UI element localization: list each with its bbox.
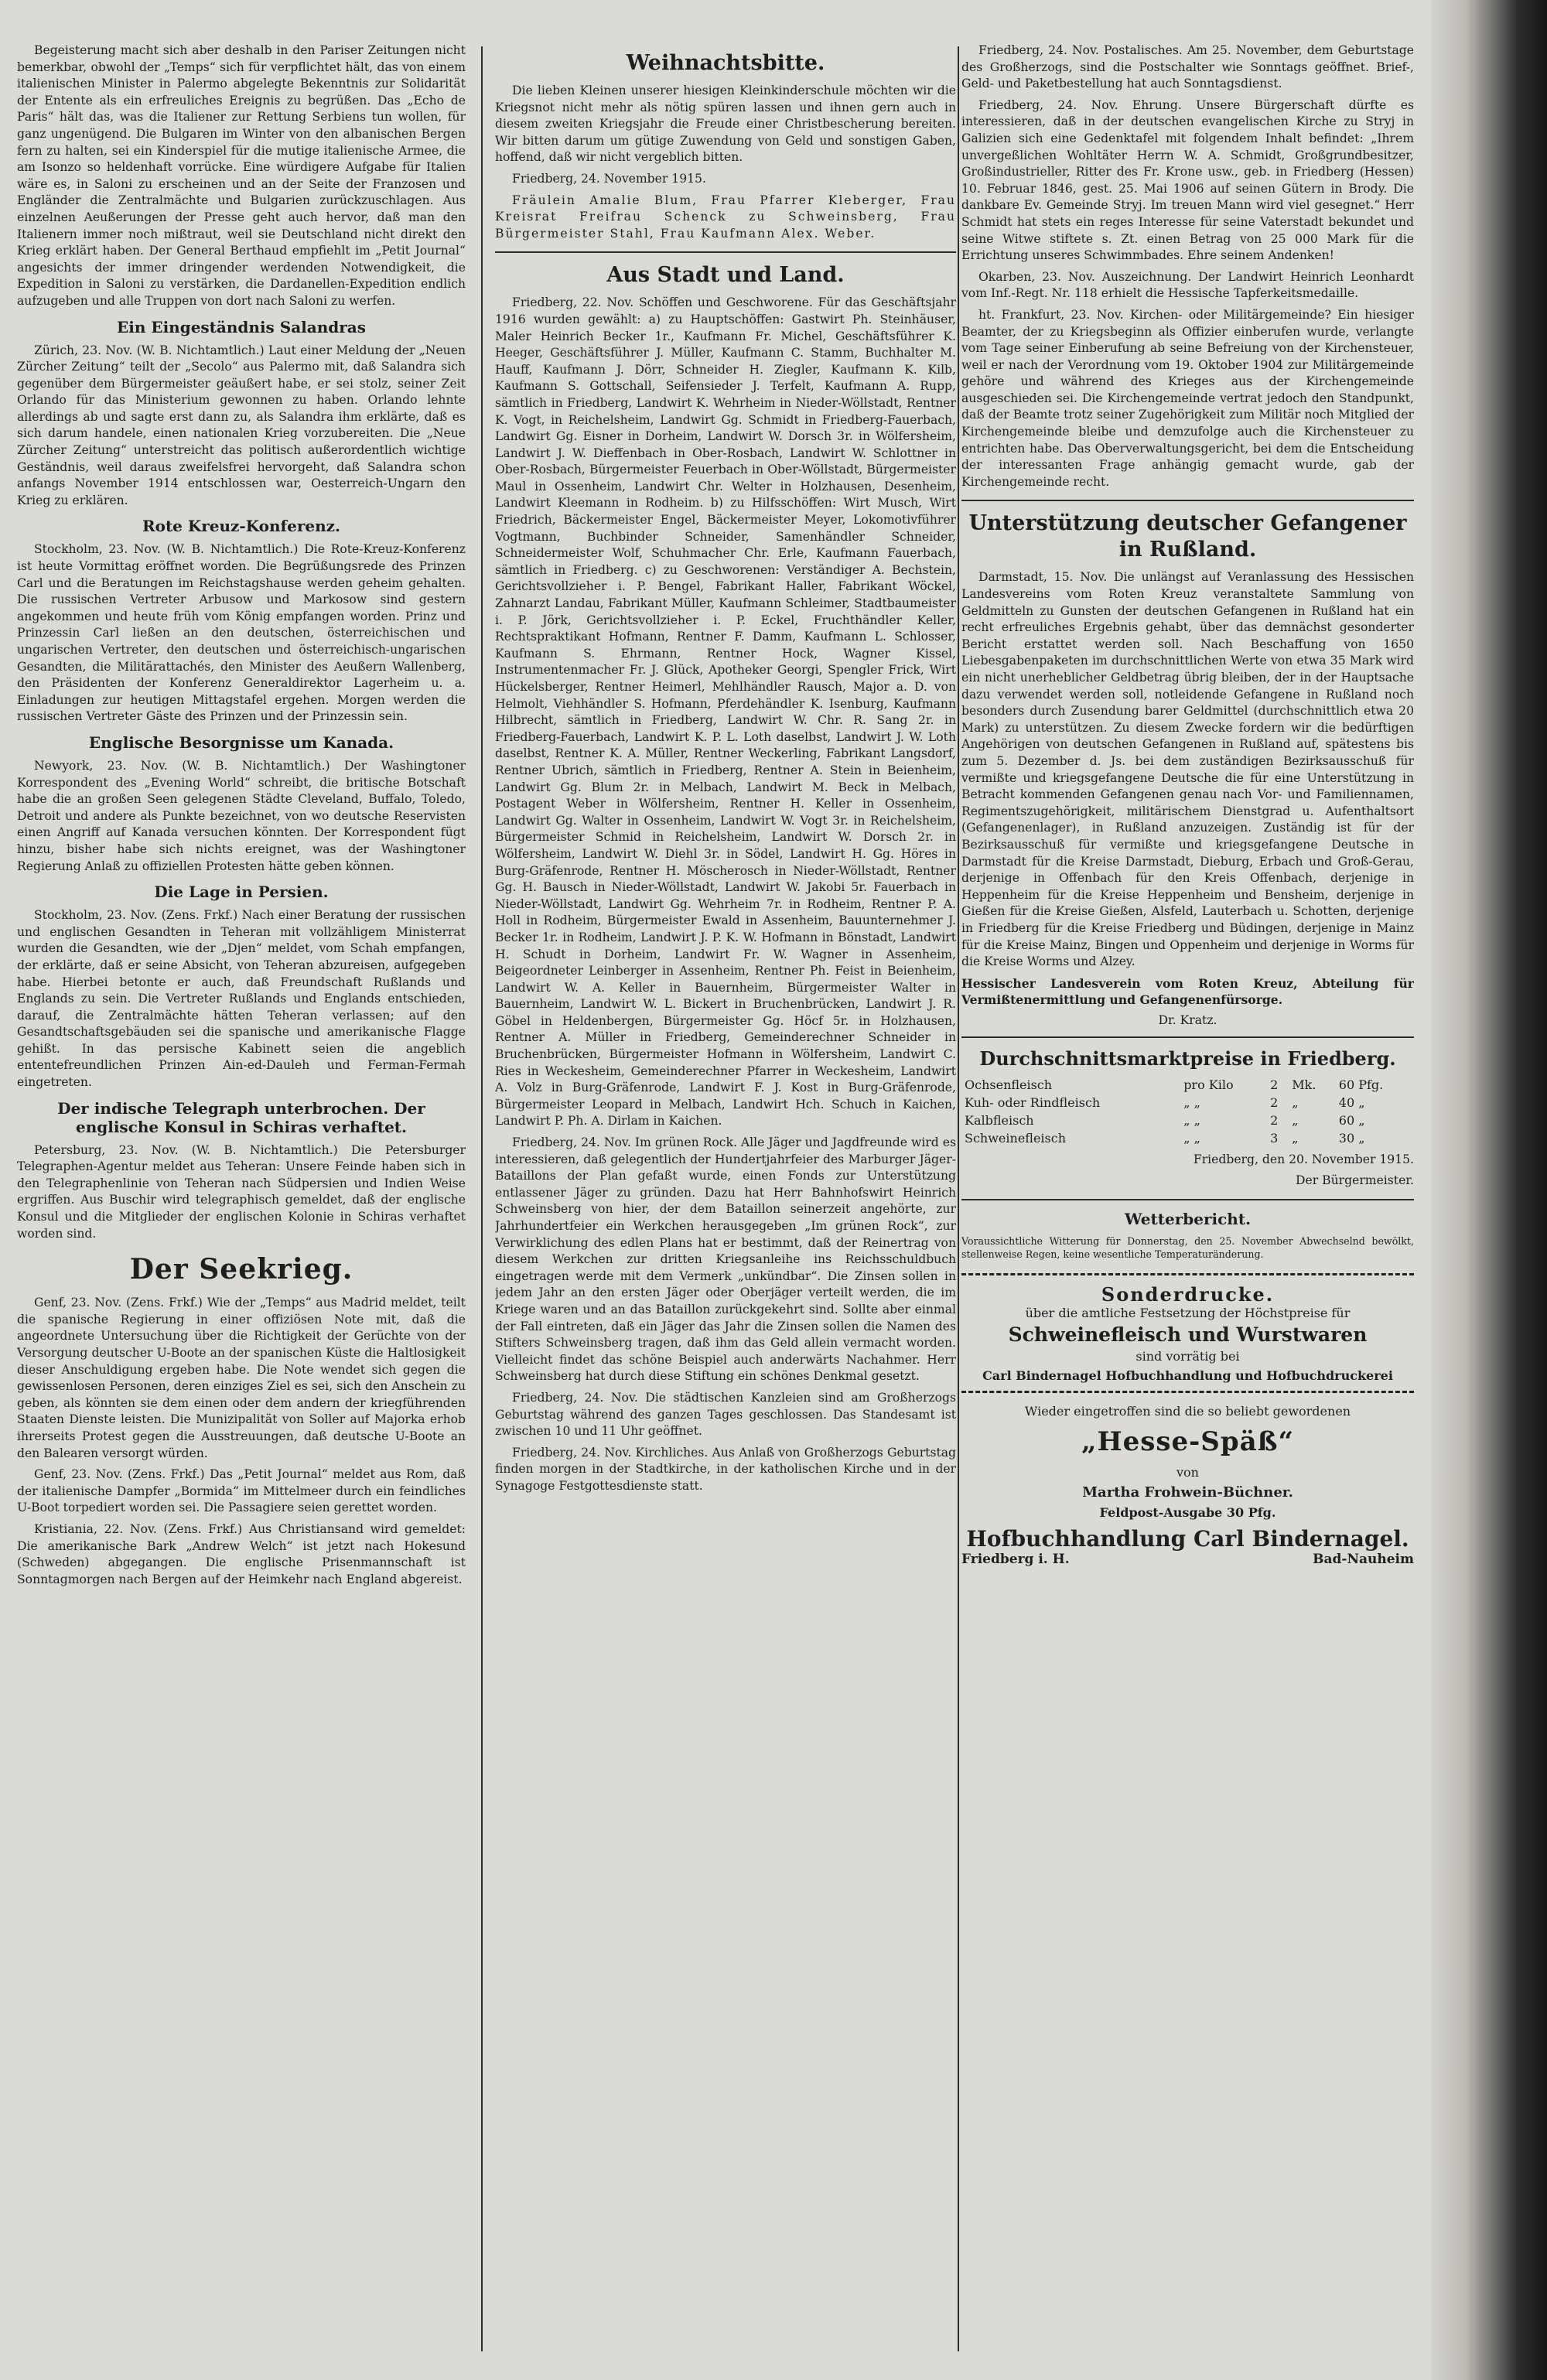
column-2: [495, 43, 956, 2355]
ad-hesse-line1: Wieder eingetroffen sind die so beliebt gewordenen: [1024, 1404, 1351, 1419]
scan-edge: [1431, 0, 1547, 2380]
article-seekrieg-2: Genf, 23. Nov. (Zens. Frkf.) Das „Petit Journal“ meldet aus Rom, daß der italienische Dampfer „Bormida“ im Mittelmeer durch ein feindliches U-Boot torpediert worden sei. Die Passagiere seien gerettet worden.: [17, 1467, 466, 1515]
article-telegraph: Petersburg, 23. Nov. (W. B. Nichtamtlich.) Die Petersburger Telegraphen-Agentur meldet aus Teheran: Unsere Feinde haben sich in den Telegraphenlinie von Teheran nach Südpersien und Indien Weise ergriffen. Aus Buschir wird telegraphisch gemeldet, daß der englische Konsul und die Mitglieder der englischen Kolonie in Schiras verhaftet worden sind.: [17, 1142, 466, 1241]
weihnachtsbitte-date: Friedberg, 24. November 1915.: [512, 171, 706, 186]
ad-hesse-author: Martha Frohwein-Büchner.: [1082, 1484, 1293, 1501]
headline-salandra: Ein Eingeständnis Salandras: [116, 317, 367, 336]
ad-hesse-city-1: Friedberg i. H.: [961, 1552, 1070, 1568]
headline-marktpreise: Durchschnittsmarktpreise in Friedberg.: [979, 1047, 1396, 1070]
ad-hesse-cities: [961, 1552, 1414, 1567]
ad-hesse-spass: [961, 1404, 1414, 1567]
ad-hesse-city-2: Bad-Nauheim: [1313, 1552, 1414, 1568]
divider: [495, 251, 956, 253]
gefangene-signature: Dr. Kratz.: [1158, 1012, 1217, 1027]
divider: [961, 1199, 1414, 1200]
headline-telegraph: Der indische Telegraph unterbrochen. Der englische Konsul in Schiras verhaftet.: [57, 1098, 425, 1136]
price-row: [961, 1094, 1414, 1111]
article-ehrung: Friedberg, 24. Nov. Ehrung. Unsere Bürgerschaft dürfte es interessieren, daß in der deutschen evangelischen Kirche zu Stryj in Galizien sich eine Gedenktafel mit folgendem Inhalt befindet: „Ihrem unvergeßlichen Wohltäter Herrn W. A. Schmidt, Großgrundbesitzer, Großindustrieller, Ritter des Fr. Krone usw., geb. in Friedberg (Hessen) 10. Februar 1846, gest. 25. Mai 1906 auf seinen Gütern in Brody. Die dankbare Ev. Gemeinde Stryj. Im treuen Mann wird viel gesegnet.“ Herr Schmidt hat stets ein reges Interesse für seine Vaterstadt bekundet und seine Witwe stiftete s. Zt. einen Betrag von 25 000 Mark für die Errichtung unseres Schwimmbades. Ehre seinem Andenken!: [961, 97, 1414, 263]
ad-sonderdrucke-line1: über die amtliche Festsetzung der Höchstpreise für: [1025, 1306, 1351, 1321]
article-red-cross: Stockholm, 23. Nov. (W. B. Nichtamtlich.) Die Rote-Kreuz-Konferenz ist heute Vormittag eröffnet worden. Die Begrüßungsrede des Prinzen Carl und die Beratungen im Reichstagshause werden geheim gehalten. Die russischen Vertreter Arbusow und Markosow sind gestern angekommen und heute früh vom König empfangen worden. Prinz und Prinzessin Carl ließen an den deutschen, österreichischen und ungarischen Vertreter, den deutschen und österreichisch-ungarischen Gesandten, die Militärattachés, den Minister des Aeußern Wallenberg, den Präsidenten der Konferenz Generaldirektor Lagerheim u. a. Einladungen zur heutigen Mittagstafel ergehen. Morgen werden die russischen Vertreter Gäste des Prinzen und der Prinzessin sein.: [17, 542, 466, 724]
marktpreise-signature: Der Bürgermeister.: [1296, 1173, 1414, 1188]
headline-red-cross: Rote Kreuz-Konferenz.: [142, 517, 340, 536]
article-militaergemeinde: ht. Frankfurt, 23. Nov. Kirchen- oder Militärgemeinde? Ein hiesiger Beamter, der zu Kriegsbeginn als Offizier einberufen wurde, verlangte vom Tage seiner Einberufung ab seine Befreiung von der Kirchensteuer, weil er nach der Verordnung vom 19. Oktober 1904 zur Militärgemeinde gehöre und während des Krieges aus der Kirchengemeinde ausgeschieden sei. Die Kirchengemeinde vertrat jedoch den Standpunkt, daß der Beamte trotz seiner Zugehörigkeit zum Militär noch Mitglied der Kirchengemeinde bleibe und demzufolge auch die Kirchensteuer zu entrichten habe. Das Oberverwaltungsgericht, bei dem die Entscheidung der interessanten Frage anhängig gemacht wurde, gab der Kirchengemeinde recht.: [961, 307, 1414, 489]
headline-canada: Englische Besorgnisse um Kanada.: [88, 732, 394, 752]
article-wetter: Voraussichtliche Witterung für Donnerstag, den 25. November Abwechselnd bewölkt, stellenweise Regen, keine wesentliche Temperaturänderung.: [961, 1235, 1414, 1261]
article-canada: Newyork, 23. Nov. (W. B. Nichtamtlich.) Der Washingtoner Korrespondent des „Evening World“ schreibt, die britische Botschaft habe die an großen Seen gelegenen Städte Cleveland, Buffalo, Toledo, Detroit und andere als Punkte bezeichnet, von wo deutsche Reservisten einen Angriff auf Kanada versuchen könnten. Der Korrespondent fügt hinzu, bisher habe sich nichts ereignet, was der Washingtoner Regierung Anlaß zu offiziellen Protesten hätte geben können.: [17, 758, 466, 873]
price-cell-cur: „: [1292, 1130, 1299, 1146]
divider: [961, 500, 1414, 501]
price-cell-pf: 60 Pfg.: [1338, 1077, 1384, 1092]
intro-text: Begeisterung macht sich aber deshalb in den Pariser Zeitungen nicht bemerkbar, obwohl der „Temps“ sich für verpflichtet hält, das von einem italienischen Minister in Palermo abgelegte Bekenntnis zur Solidarität der Entente als ein erfreuliches Ereignis zu begrüßen. Das „Echo de Paris“ hält das, was die Italiener zur Rettung Serbiens tun wollen, für ganz ungenügend. Die Bulgaren im Winter von den albanischen Bergen fern zu halten, sei ein Kinderspiel für die mutige italienische Armee, die am Isonzo so heldenhaft vorrücke. Eine würdigere Aufgabe für Italien wäre es, in Saloni zu erscheinen und an der Seite der Franzosen und Engländer die Zentralmächte und Bulgarien zurückzuschlagen. Aus einzelnen Aeußerungen der Presse geht auch hervor, daß man den Italienern immer noch mißtraut, weil sie Deutschland nicht direkt den Krieg erklärt haben. Der General Berthaud empfiehlt im „Petit Journal“ angesichts der immer dringender werdenden Notwendigkeit, die Expedition in Saloni zu verstärken, die Dardanellen-Expedition endlich aufzugeben und alle Truppen von dort nach Saloni zu werfen.: [17, 43, 466, 308]
price-cell-cur: „: [1292, 1094, 1299, 1110]
article-persia: Stockholm, 23. Nov. (Zens. Frkf.) Nach einer Beratung der russischen und englischen Gesandten in Teheran mit vollzähligem Ministerrat wurden die Gesandten, wie der „Djen“ meldet, vom Schah empfangen, der erklärte, daß er seine Absicht, von Teheran abzureisen, aufgegeben habe. Hierbei betonte er auch, daß Freundschaft Rußlands und Englands zu sein. Die Vertreter Rußlands und Englands entschieden, darauf, die Zentralmächte hätten Teheran verlassen; auf den Gesandtschaftsgebäuden sei die spanische und amerikanische Flagge gehißt. In das persische Kabinett seien die angeblich ententefreundlichen Prinzen Ain-ed-Dauleh und Ferman-Fermah eingetreten.: [17, 908, 466, 1090]
price-cell-pf: 30 „: [1338, 1130, 1365, 1146]
price-cell-mk: 2: [1270, 1094, 1279, 1110]
headline-wetter: Wetterbericht.: [1124, 1210, 1252, 1229]
article-kirchliches: Friedberg, 24. Nov. Kirchliches. Aus Anlaß von Großherzogs Geburtstag finden morgen in der Stadtkirche, in der katholischen Kirche und in der Synagoge Festgottesdienste statt.: [495, 1445, 956, 1493]
price-cell-item: Schweinefleisch: [965, 1130, 1067, 1146]
weihnachtsbitte-names: Fräulein Amalie Blum, Frau Pfarrer Kleberger, Frau Kreisrat Freifrau Schenck zu Schweinsberg, Frau Bürgermeister Stahl, Frau Kaufmann Alex. Weber.: [495, 193, 956, 241]
ad-sonderdrucke-title: Sonderdrucke.: [1101, 1283, 1275, 1306]
article-weihnachtsbitte: Die lieben Kleinen unserer hiesigen Kleinkinderschule möchten wir die Kriegsnot nicht mehr als nötig spüren lassen und ihnen gern auch in diesem zweiten Kriegsjahr die Freude einer Christbescherung bereiten. Wir bitten darum um gütige Zuwendung von Geld und sonstigen Gaben, hoffend, daß wir nicht vergeblich bitten.: [495, 84, 956, 165]
price-cell-unit: pro Kilo: [1183, 1077, 1234, 1092]
article-postalisches: Friedberg, 24. Nov. Postalisches. Am 25. November, dem Geburtstage des Großherzogs, sind die Postschalter wie Sonntags geöffnet. Brief-, Geld- und Paketbestellung hat auch Sonntagsdienst.: [961, 43, 1414, 91]
price-row: [961, 1076, 1414, 1094]
divider: [961, 1036, 1414, 1038]
gefangene-footer: Hessischer Landesverein vom Roten Kreuz, Abteilung für Vermißtenermittlung und Gefangenenfürsorge.: [961, 975, 1414, 1008]
article-auszeichnung: Okarben, 23. Nov. Auszeichnung. Der Landwirt Heinrich Leonhardt vom Inf.-Regt. Nr. 118 erhielt die Hessische Tapferkeitsmedaille.: [961, 269, 1414, 301]
ad-sonderdrucke-firm: Carl Bindernagel Hofbuchhandlung und Hofbuchdruckerei: [982, 1368, 1393, 1384]
article-salandra: Zürich, 23. Nov. (W. B. Nichtamtlich.) Laut einer Meldung der „Neuen Zürcher Zeitung“ teilt der „Secolo“ aus Palermo mit, daß Salandra sich gegenüber dem Bürgermeister geäußert habe, er sei stolz, seiner Zeit Orlando für das Ministerium gewonnen zu haben. Orlando lehnte allerdings ab und sagte erst dann zu, als Salandra ihm erklärte, daß es sich darum handele, einen nationalen Krieg vorzubereiten. Die „Neue Zürcher Zeitung“ unterstreicht das politisch außerordentlich wichtige Geständnis, weil daraus zweifelsfrei hervorgeht, daß Salandra schon anfangs November 1914 entschlossen war, Oesterreich-Ungarn den Krieg zu erklären.: [17, 343, 466, 507]
price-cell-mk: 3: [1270, 1130, 1279, 1146]
column-rule-1: [481, 46, 483, 2351]
price-cell-cur: „: [1292, 1112, 1299, 1128]
ad-sonderdrucke: [961, 1273, 1414, 1393]
price-cell-pf: 60 „: [1338, 1112, 1365, 1128]
article-gefangene: Darmstadt, 15. Nov. Die unlängst auf Veranlassung des Hessischen Landesvereins vom Roten Kreuz veranstaltete Sammlung von Geldmitteln zu Gunsten der deutschen Gefangenen in Rußland hat ein recht erfreuliches Ergebnis gehabt, über das demnächst gesonderter Bericht erstattet werden soll. Nach Beschaffung von 1650 Liebesgabenpaketen im durchschnittlichen Werte von etwa 35 Mark wird ein nicht unerheblicher Geldbetrag übrig bleiben, der in der Hauptsache dazu verwendet werden soll, notleidende Gefangene in Rußland noch besonders durch Zusendung barer Geldmittel (durchschnittlich etwa 20 Mark) zu unterstützen. Zu diesem Zwecke fordern wir die bedürftigen Angehörigen von deutschen Gefangenen in Rußland auf, spätestens bis zum 5. Dezember d. Js. bei dem zuständigen Bezirksausschuß für vermißte und kriegsgefangene Deutsche die für eine Unterstützung in Betracht kommenden Gefangenen genau nach Vor- und Familiennamen, Regimentszugehörigkeit, militärischem Dienstgrad u. Aufenthaltsort (Gefangenenlager), in Rußland anzuzeigen. Zuständig ist für der Bezirksausschuß für vermißte und kriegsgefangene Deutsche in Darmstadt für die Kreise Darmstadt, Dieburg, Erbach und Groß-Gerau, derjenige in Offenbach für den Kreis Offenbach, derjenige in Heppenheim für die Kreise Heppenheim und Bensheim, derjenige in Gießen für die Kreise Gießen, Alsfeld, Lauterbach u. Schotten, derjenige in Friedberg für die Kreise Friedberg und Büdingen, derjenige in Mainz für die Kreise Mainz, Bingen und Oppenheim und derjenige in Worms für die Kreise Worms und Alzey.: [961, 570, 1414, 969]
ad-sonderdrucke-line2: sind vorrätig bei: [1135, 1349, 1240, 1364]
price-cell-cur: Mk.: [1292, 1077, 1316, 1092]
marktpreise-date: Friedberg, den 20. November 1915.: [1193, 1152, 1414, 1166]
price-cell-item: Kuh- oder Rindfleisch: [965, 1094, 1101, 1110]
headline-weihnachtsbitte: Weihnachtsbitte.: [626, 51, 825, 75]
column-3: [961, 43, 1414, 2355]
article-schoeffen: Friedberg, 22. Nov. Schöffen und Geschworene. Für das Geschäftsjahr 1916 wurden gewählt: a) zu Hauptschöffen: Gastwirt Ph. Steinhäuser, Maler Heinrich Becker 1r., Kaufmann Fr. Michel, Geschäftsführer K. Heeger, Geschäftsführer J. Müller, Kaufmann C. Stamm, Buchhalter M. Hauff, Kaufmann J. Dörr, Schneider H. Ziegler, Kaufmann K. Kilb, Kaufmann S. Gottschall, Seifensieder J. Terfelt, Kaufmann A. Rupp, sämtlich in Friedberg, Landwirt K. Wehrheim in Nieder-Wöllstadt, Rentner K. Vogt, in Reichelsheim, Landwirt Gg. Schmidt in Friedberg-Fauerbach, Landwirt Gg. Eisner in Dorheim, Landwirt W. Dorsch 3r. in Wölfersheim, Landwirt J. W. Dieffenbach in Ober-Rosbach, Landwirt W. Schlottner in Ober-Rosbach, Bürgermeister Feuerbach in Ober-Wöllstadt, Bürgermeister Maul in Ossenheim, Landwirt Chr. Welter in Holzhausen, Desenheim, Landwirt Kleemann in Rodheim. b) zu Hilfsschöffen: Wirt Musch, Wirt Friedrich, Bäckermeister Engel, Bäckermeister Meyer, Lokomotivführer Vogtmann, Buchbinder Schneider, Samenhändler Schneider, Schneidermeister Wolf, Schuhmacher Chr. Erle, Kaufmann Fauerbach, sämtlich in Friedberg. c) zu Geschworenen: Verständiger A. Bechstein, Gerichtsvollzieher i. P. Bengel, Fabrikant Haller, Fabrikant Wöckel, Zahnarzt Landau, Fabrikant Müller, Kaufmann Schleimer, Stadtbaumeister i. P. Jörk, Gerichtsvollzieher i. P. Eckel, Fruchthändler Keller, Rechtspraktikant Hofmann, Rentner F. Damm, Kaufmann L. Schlosser, Kaufmann S. Ehrmann, Rentner Hock, Wagner Kissel, Instrumentenmacher Fr. J. Glück, Apotheker Georgi, Spengler Frick, Wirt Hückelsberger, Rentner Heimerl, Mehlhändler Rausch, Major a. D. von Helmolt, Viehhändler S. Hofmann, Pferdehändler K. Isenburg, Kaufmann Hilbrecht, sämtlich in Friedberg, Landwirt W. Chr. R. Sang 2r. in Friedberg-Fauerbach, Landwirt K. P. L. Loth daselbst, Landwirt J. W. Loth daselbst, Rentner K. A. Müller, Rentner Weckerling, Fabrikant Langsdorf, Rentner Ubrich, sämtlich in Friedberg, Rentner A. Stein in Beienheim, Landwirt Gg. Blum 2r. in Melbach, Landwirt M. Beck in Melbach, Postagent Weber in Wölfersheim, Rentner H. Keller in Ossenheim, Landwirt Gg. Walter in Ossenheim, Landwirt W. Vogt 3r. in Reichelsheim, Bürgermeister Schmid in Reichelsheim, Landwirt W. Dorsch 2r. in Wölfersheim, Landwirt W. Diehl 3r. in Södel, Landwirt H. Gg. Höres in Burg-Gräfenrode, Rentner H. Möscherosch in Nieder-Wöllstadt, Rentner Gg. H. Bausch in Nieder-Wöllstadt, Landwirt W. Jakobi 5r. Fauerbach in Nieder-Wöllstadt, Landwirt Gg. Wehrheim 7r. in Rodheim, Rentner P. A. Holl in Rodheim, Bürgermeister Ewald in Assenheim, Bauunternehmer J. Becker 1r. in Rodheim, Landwirt J. P. K. W. Hofmann in Bönstadt, Landwirt H. Schudt in Dorheim, Landwirt Fr. W. Wagner in Assenheim, Beigeordneter Leinberger in Assenheim, Rentner Ph. Feist in Beienheim, Landwirt W. A. Keller in Bauernheim, Bürgermeister Walter in Bauernheim, Landwirt W. L. Bickert in Bruchenbrücken, Landwirt J. R. Göbel in Heldenbergen, Bürgermeister Gg. Höcf 5r. in Holzhausen, Rentner A. Müller in Friedberg, Gemeinderechner Schneider in Bruchenbrücken, Bürgermeister Hofmann in Wölfersheim, Landwirt C. Ries in Weckesheim, Gemeinderechner Pfarrer in Weckesheim, Landwirt A. Volz in Burg-Gräfenrode, Landwirt F. J. Kost in Burg-Gräfenrode, Bürgermeister Leopard in Melbach, Landwirt Hch. Schuch in Kaichen, Landwirt P. Ph. A. Dirlam in Kaichen.: [495, 295, 956, 1129]
price-cell-item: Ochsenfleisch: [965, 1077, 1053, 1092]
headline-seekrieg: Der Seekrieg.: [129, 1253, 353, 1286]
ad-hesse-title: „Hesse-Späß“: [1081, 1426, 1295, 1458]
headline-gefangene: Unterstützung deutscher Gefangener in Rußland.: [968, 511, 1407, 562]
price-row: [961, 1129, 1414, 1147]
ad-hesse-von: von: [1176, 1465, 1199, 1480]
price-cell-mk: 2: [1270, 1077, 1279, 1092]
column-1: [17, 43, 466, 2355]
price-cell-unit: „ „: [1183, 1112, 1200, 1128]
ad-sonderdrucke-big: Schweinefleisch und Wurstwaren: [1008, 1323, 1368, 1347]
price-cell-item: Kalbfleisch: [965, 1112, 1034, 1128]
price-table: [961, 1076, 1414, 1147]
price-cell-mk: 2: [1270, 1112, 1279, 1128]
article-gruener-rock: Friedberg, 24. Nov. Im grünen Rock. Alle Jäger und Jagdfreunde wird es interessieren, daß gelegentlich der Hundertjahrfeier des Marburger Jäger-Bataillons der Plan gefaßt wurde, einen Fonds zur Unterstützung entlassener Jäger zu gründen. Dazu hat Herr Bahnhofswirt Heinrich Schweinsberg von hier, der dem Bataillon seinerzeit angehörte, zur Jahrhundertfeier ein Werkchen herausgegeben „Im grünen Rock“, zur Verwirklichung des edlen Plans hat er bestimmt, daß der Reinertrag von diesem Werkchen zur dritten Kriegsanleihe ins Reichsschuldbuch eingetragen werde mit dem Vermerk „unkündbar“. Die Zinsen sollen in jedem Jahr an den ersten Jäger oder Oberjäger verteilt werden, die im Kriege waren und an das Bataillon zurückgekehrt sind. Sollte aber einmal der Fall eintreten, daß ein Jäger das Jahr die Zinsen sollen die Namen des Stifters Schweinsberg tragen, daß ihm das Geld allein vermacht worden. Vielleicht findet das schöne Beispiel auch anderwärts Nachahmer. Herr Schweinsberg hat durch diese Stiftung ein schönes Denkmal gesetzt.: [495, 1135, 956, 1384]
column-rule-2: [958, 46, 959, 2351]
headline-stadt-land: Aus Stadt und Land.: [606, 263, 845, 288]
article-seekrieg-1: Genf, 23. Nov. (Zens. Frkf.) Wie der „Temps“ aus Madrid meldet, teilt die spanische Regierung in einer offiziösen Note mit, daß die angeordnete Untersuchung über die Richtigkeit der Gerüchte von der Versorgung deutscher U-Boote an der spanischen Küste die Haltlosigkeit dieser Anschuldigung ergeben habe. Die Note wendet sich gegen die gewissenlosen Personen, deren einziges Ziel es sei, sich den Anschein zu geben, als könnten sie dem einen oder dem andern der kriegführenden Staaten Dienste leisten. Die Munizipalität von Soller auf Majorka erhob ihrerseits Protest gegen die Ausstreuungen, daß deutsche U-Boote an den Balearen versorgt würden.: [17, 1296, 466, 1460]
ad-hesse-edition: Feldpost-Ausgabe 30 Pfg.: [1099, 1505, 1276, 1521]
price-cell-pf: 40 „: [1338, 1094, 1365, 1110]
article-seekrieg-3: Kristiania, 22. Nov. (Zens. Frkf.) Aus Christiansand wird gemeldet: Die amerikanische Bark „Andrew Welch“ ist jetzt nach Hokesund (Schweden) abgegangen. Die englische Prisenmannschaft ist Sonntagmorgen nach Bergen auf der Heimkehr nach England abgereist.: [17, 1521, 466, 1586]
headline-persia: Die Lage in Persien.: [154, 883, 329, 902]
price-cell-unit: „ „: [1183, 1094, 1200, 1110]
price-cell-unit: „ „: [1183, 1130, 1200, 1146]
ad-hesse-shop: Hofbuchhandlung Carl Bindernagel.: [966, 1526, 1409, 1552]
price-row: [961, 1111, 1414, 1129]
article-kanzleien: Friedberg, 24. Nov. Die städtischen Kanzleien sind am Großherzogs Geburtstag während des ganzen Tages geschlossen. Das Standesamt ist zwischen 10 und 11 Uhr geöffnet.: [495, 1390, 956, 1439]
